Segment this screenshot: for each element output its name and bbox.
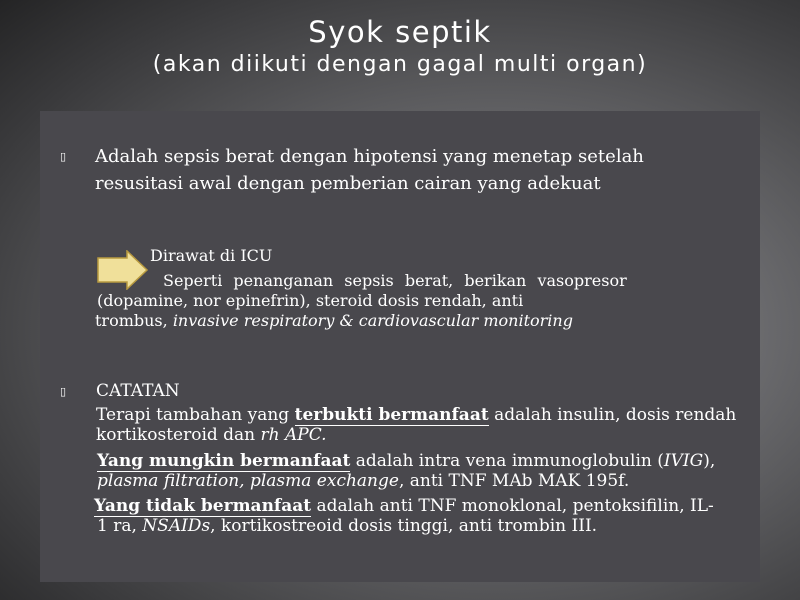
catatan-tidak-line: Yang tidak bermanfaat adalah anti TNF monoklonal, pentoksifilin, IL-	[94, 496, 714, 516]
catatan-terbukti-line: Terapi tambahan yang terbukti bermanfaat adalah insulin, dosis rendah	[96, 405, 737, 425]
slide-title-block	[0, 14, 800, 80]
slide-subtitle: (akan diikuti dengan gagal multi organ)	[152, 52, 648, 77]
catatan-mungkin-line: Yang mungkin bermanfaat adalah intra vena immunoglobulin (IVIG),	[97, 451, 716, 471]
bullet-icon: ▯	[60, 150, 67, 163]
icu-treatment-line-3: trombus, invasive respiratory & cardiovascular monitoring	[95, 311, 573, 330]
bullet-icon: ▯	[60, 385, 67, 398]
catatan-terbukti-line-2: kortikosteroid dan rh APC.	[96, 425, 327, 445]
icu-treatment-line: Seperti penanganan sepsis berat, berikan vasopresor	[163, 271, 627, 290]
right-arrow-icon	[97, 250, 149, 290]
slide-title: Syok septik	[308, 15, 492, 49]
bullet-definition: Adalah sepsis berat dengan hipotensi yang menetap setelah resusitasi awal dengan pemberian cairan yang adekuat	[95, 146, 644, 194]
icu-line: Dirawat di ICU	[150, 246, 273, 265]
catatan-mungkin-line-2: plasma filtration, plasma exchange, anti TNF MAb MAK 195f.	[97, 471, 630, 491]
catatan-heading: CATATAN	[96, 381, 180, 401]
icu-treatment-line-2: (dopamine, nor epinefrin), steroid dosis rendah, anti	[97, 291, 524, 310]
catatan-tidak-line-2: 1 ra, NSAIDs, kortikostreoid dosis tinggi, anti trombin III.	[97, 516, 598, 536]
